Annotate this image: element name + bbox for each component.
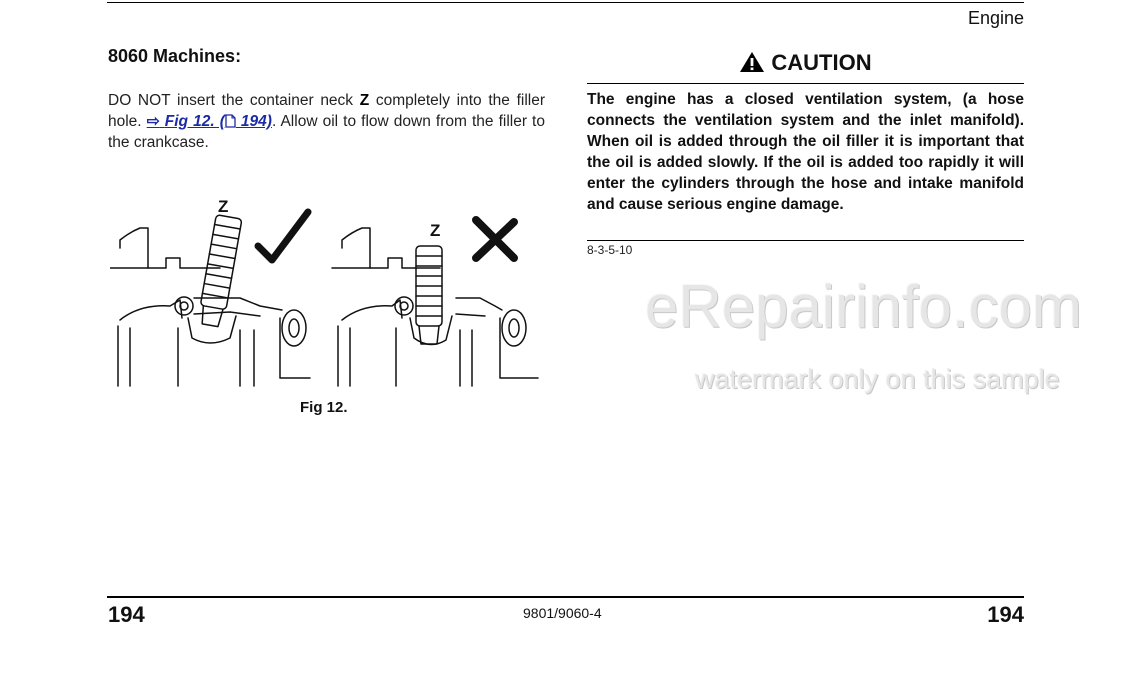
xref-label: Fig 12. (	[164, 113, 225, 130]
watermark-subtext: watermark only on this sample	[695, 364, 1060, 394]
subheading: 8060 Machines:	[108, 46, 242, 66]
para-text: completely into the filler hole.	[108, 92, 545, 130]
para-text: DO NOT insert the container neck	[108, 92, 360, 109]
caution-text: The engine has a closed ventilation system, (a hose connects the ventilation system and the inlet manifold). When oil is added through the oil filler it is important that the oil is added slowly. If the oil is added too rapidly it will enter the cylinders through the hose and intake manifold and cause serious engine damage.	[587, 91, 1024, 213]
label-z-right: Z	[430, 221, 441, 240]
page-number-right: 194	[987, 602, 1024, 627]
document-number: 9801/9060-4	[523, 605, 602, 621]
caution-bottom-rule	[587, 240, 1024, 241]
caution-top-rule	[587, 83, 1024, 84]
para-bold-z: Z	[359, 92, 370, 109]
watermark-text: eRepairinfo.com	[645, 273, 1082, 340]
top-rule	[107, 2, 1024, 3]
arrow-icon: ⇨	[146, 113, 160, 130]
caution-heading	[587, 50, 1024, 76]
figure-cross-reference-link[interactable]	[147, 113, 272, 130]
warning-icon	[739, 51, 765, 73]
illustration-left-panel	[110, 212, 310, 386]
caution-title: CAUTION	[771, 50, 872, 75]
figure-12-illustration	[110, 188, 540, 388]
page-icon	[225, 114, 236, 128]
footer-rule	[107, 596, 1024, 598]
body-paragraph	[108, 90, 545, 153]
caution-reference-code: 8-3-5-10	[587, 243, 633, 257]
xref-page: 194)	[235, 113, 272, 130]
page-number-left: 194	[108, 602, 145, 627]
para-text: . Allow oil to flow down from the filler to the crankcase.	[108, 113, 545, 151]
illustration-right-panel	[332, 220, 538, 386]
label-z-left: Z	[218, 197, 229, 216]
section-title: Engine	[967, 8, 1024, 28]
figure-caption: Fig 12.	[300, 399, 348, 416]
